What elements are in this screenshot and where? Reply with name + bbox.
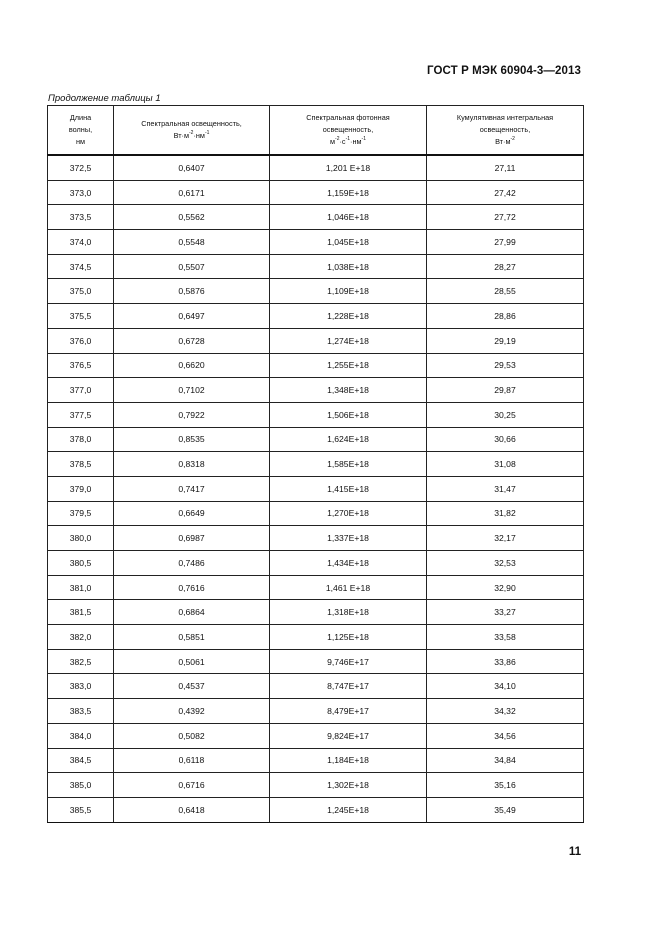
cell-spectral-irradiance: 0,7486	[114, 551, 270, 576]
table-row	[48, 304, 584, 329]
cell-cumulative-irradiance: 33,27	[427, 600, 584, 625]
cell-photon-irradiance: 1,159E+18	[270, 180, 427, 205]
cell-spectral-irradiance: 0,6728	[114, 328, 270, 353]
cell-wavelength: 378,5	[48, 452, 114, 477]
cell-spectral-irradiance: 0,6118	[114, 748, 270, 773]
cell-wavelength: 373,0	[48, 180, 114, 205]
table-row	[48, 205, 584, 230]
cell-cumulative-irradiance: 30,66	[427, 427, 584, 452]
cell-photon-irradiance: 1,415E+18	[270, 476, 427, 501]
header-photon-irradiance-unit-a: м	[330, 137, 336, 146]
cell-spectral-irradiance: 0,5061	[114, 649, 270, 674]
cell-wavelength: 374,5	[48, 254, 114, 279]
header-cumulative-irradiance-line1: Кумулятивная интегральная	[456, 113, 554, 122]
cell-spectral-irradiance: 0,6171	[114, 180, 270, 205]
cell-wavelength: 379,0	[48, 476, 114, 501]
cell-cumulative-irradiance: 27,11	[427, 155, 584, 180]
cell-spectral-irradiance: 0,6418	[114, 797, 270, 822]
header-photon-irradiance-unit-b: ·с	[339, 137, 346, 146]
cell-cumulative-irradiance: 29,53	[427, 353, 584, 378]
cell-wavelength: 384,5	[48, 748, 114, 773]
table-row	[48, 328, 584, 353]
table-header	[48, 106, 584, 156]
header-spectral-irradiance-sup1: -2	[189, 130, 194, 136]
cell-wavelength: 382,0	[48, 625, 114, 650]
cell-spectral-irradiance: 0,6864	[114, 600, 270, 625]
cell-cumulative-irradiance: 32,90	[427, 575, 584, 600]
cell-wavelength: 380,0	[48, 526, 114, 551]
cell-spectral-irradiance: 0,7922	[114, 402, 270, 427]
table-row	[48, 625, 584, 650]
table-row	[48, 501, 584, 526]
cell-spectral-irradiance: 0,5562	[114, 205, 270, 230]
table-caption: Продолжение таблицы 1	[48, 93, 161, 104]
cell-cumulative-irradiance: 33,86	[427, 649, 584, 674]
cell-photon-irradiance: 1,255E+18	[270, 353, 427, 378]
header-photon-irradiance-line2: освещенность,	[322, 125, 374, 134]
table-row	[48, 155, 584, 180]
table-row	[48, 600, 584, 625]
cell-photon-irradiance: 1,302E+18	[270, 773, 427, 798]
header-spectral-irradiance-unit-b: ·нм	[193, 131, 205, 140]
table-row	[48, 378, 584, 403]
cell-photon-irradiance: 1,245E+18	[270, 797, 427, 822]
cell-photon-irradiance: 1,348E+18	[270, 378, 427, 403]
cell-photon-irradiance: 1,318E+18	[270, 600, 427, 625]
table-row	[48, 402, 584, 427]
cell-photon-irradiance: 9,824E+17	[270, 723, 427, 748]
header-photon-irradiance-sup3: -1	[361, 136, 366, 142]
spectral-data-table	[47, 105, 584, 823]
cell-spectral-irradiance: 0,7616	[114, 575, 270, 600]
table-row	[48, 230, 584, 255]
cell-spectral-irradiance: 0,4392	[114, 699, 270, 724]
cell-photon-irradiance: 1,045E+18	[270, 230, 427, 255]
cell-spectral-irradiance: 0,6716	[114, 773, 270, 798]
cell-spectral-irradiance: 0,6620	[114, 353, 270, 378]
cell-photon-irradiance: 8,747E+17	[270, 674, 427, 699]
cell-spectral-irradiance: 0,8535	[114, 427, 270, 452]
cell-photon-irradiance: 1,109E+18	[270, 279, 427, 304]
cell-photon-irradiance: 1,506E+18	[270, 402, 427, 427]
cell-wavelength: 377,5	[48, 402, 114, 427]
cell-cumulative-irradiance: 31,47	[427, 476, 584, 501]
header-photon-irradiance-sup1: -2	[335, 136, 340, 142]
cell-cumulative-irradiance: 31,08	[427, 452, 584, 477]
header-photon-irradiance-line1: Спектральная фотонная	[306, 113, 390, 122]
header-spectral-irradiance-line1: Спектральная освещенность,	[141, 119, 242, 128]
cell-wavelength: 381,5	[48, 600, 114, 625]
cell-wavelength: 378,0	[48, 427, 114, 452]
table-row	[48, 476, 584, 501]
cell-photon-irradiance: 1,337E+18	[270, 526, 427, 551]
cell-photon-irradiance: 1,228E+18	[270, 304, 427, 329]
cell-photon-irradiance: 9,746E+17	[270, 649, 427, 674]
table-row	[48, 427, 584, 452]
table-row	[48, 748, 584, 773]
cell-cumulative-irradiance: 28,27	[427, 254, 584, 279]
cell-photon-irradiance: 1,046E+18	[270, 205, 427, 230]
cell-cumulative-irradiance: 34,84	[427, 748, 584, 773]
cell-wavelength: 381,0	[48, 575, 114, 600]
cell-wavelength: 379,5	[48, 501, 114, 526]
cell-cumulative-irradiance: 27,99	[427, 230, 584, 255]
cell-spectral-irradiance: 0,5082	[114, 723, 270, 748]
cell-wavelength: 383,0	[48, 674, 114, 699]
header-wavelength-line2: волны,	[68, 125, 93, 134]
table-row	[48, 723, 584, 748]
cell-photon-irradiance: 1,624E+18	[270, 427, 427, 452]
table-row	[48, 773, 584, 798]
cell-wavelength: 382,5	[48, 649, 114, 674]
cell-spectral-irradiance: 0,7417	[114, 476, 270, 501]
cell-cumulative-irradiance: 32,17	[427, 526, 584, 551]
cell-photon-irradiance: 1,038E+18	[270, 254, 427, 279]
document-standard-header: ГОСТ Р МЭК 60904-3—2013	[427, 65, 581, 77]
header-photon-irradiance-unit-c: ·нм	[350, 137, 362, 146]
cell-photon-irradiance: 1,184E+18	[270, 748, 427, 773]
header-photon-irradiance-sup2: -1	[345, 136, 351, 142]
cell-wavelength: 385,5	[48, 797, 114, 822]
cell-cumulative-irradiance: 30,25	[427, 402, 584, 427]
cell-spectral-irradiance: 0,4537	[114, 674, 270, 699]
cell-cumulative-irradiance: 29,19	[427, 328, 584, 353]
header-photon-irradiance	[270, 106, 427, 156]
table-row	[48, 180, 584, 205]
table-row	[48, 452, 584, 477]
cell-photon-irradiance: 1,125E+18	[270, 625, 427, 650]
cell-spectral-irradiance: 0,6649	[114, 501, 270, 526]
cell-cumulative-irradiance: 34,56	[427, 723, 584, 748]
cell-cumulative-irradiance: 33,58	[427, 625, 584, 650]
cell-cumulative-irradiance: 32,53	[427, 551, 584, 576]
cell-cumulative-irradiance: 29,87	[427, 378, 584, 403]
table-body	[48, 155, 584, 822]
cell-spectral-irradiance: 0,8318	[114, 452, 270, 477]
cell-cumulative-irradiance: 35,16	[427, 773, 584, 798]
table-row	[48, 353, 584, 378]
header-wavelength-line1: Длина	[69, 113, 92, 122]
cell-spectral-irradiance: 0,5876	[114, 279, 270, 304]
cell-cumulative-irradiance: 28,86	[427, 304, 584, 329]
cell-wavelength: 372,5	[48, 155, 114, 180]
header-spectral-irradiance-sup2: -1	[204, 130, 210, 136]
cell-cumulative-irradiance: 31,82	[427, 501, 584, 526]
cell-spectral-irradiance: 0,5548	[114, 230, 270, 255]
header-spectral-irradiance-unit-a: Вт·м	[173, 131, 190, 140]
cell-wavelength: 383,5	[48, 699, 114, 724]
table-row	[48, 699, 584, 724]
cell-photon-irradiance: 1,274E+18	[270, 328, 427, 353]
page-number: 11	[568, 846, 581, 858]
table-row	[48, 279, 584, 304]
cell-cumulative-irradiance: 27,72	[427, 205, 584, 230]
cell-wavelength: 385,0	[48, 773, 114, 798]
cell-photon-irradiance: 8,479E+17	[270, 699, 427, 724]
cell-wavelength: 377,0	[48, 378, 114, 403]
table-row	[48, 575, 584, 600]
cell-photon-irradiance: 1,585E+18	[270, 452, 427, 477]
cell-wavelength: 374,0	[48, 230, 114, 255]
cell-spectral-irradiance: 0,6987	[114, 526, 270, 551]
header-spectral-irradiance	[114, 106, 270, 156]
table-row	[48, 551, 584, 576]
cell-cumulative-irradiance: 27,42	[427, 180, 584, 205]
header-cumulative-irradiance	[427, 106, 584, 156]
cell-cumulative-irradiance: 34,32	[427, 699, 584, 724]
header-cumulative-irradiance-line2: освещенность,	[479, 125, 531, 134]
cell-wavelength: 375,0	[48, 279, 114, 304]
cell-photon-irradiance: 1,434E+18	[270, 551, 427, 576]
header-cumulative-irradiance-sup1: -2	[510, 136, 515, 142]
header-wavelength	[48, 106, 114, 156]
table-row	[48, 254, 584, 279]
cell-cumulative-irradiance: 28,55	[427, 279, 584, 304]
cell-wavelength: 384,0	[48, 723, 114, 748]
header-cumulative-irradiance-unit: Вт·м	[495, 137, 511, 146]
cell-wavelength: 373,5	[48, 205, 114, 230]
table-row	[48, 526, 584, 551]
header-wavelength-unit: нм	[75, 137, 86, 146]
cell-photon-irradiance: 1,461 E+18	[270, 575, 427, 600]
cell-wavelength: 376,0	[48, 328, 114, 353]
table-row	[48, 674, 584, 699]
table-row	[48, 649, 584, 674]
cell-photon-irradiance: 1,201 E+18	[270, 155, 427, 180]
cell-wavelength: 375,5	[48, 304, 114, 329]
cell-spectral-irradiance: 0,5507	[114, 254, 270, 279]
cell-cumulative-irradiance: 35,49	[427, 797, 584, 822]
cell-spectral-irradiance: 0,5851	[114, 625, 270, 650]
table-row	[48, 797, 584, 822]
cell-wavelength: 380,5	[48, 551, 114, 576]
cell-wavelength: 376,5	[48, 353, 114, 378]
table-header-row	[48, 106, 584, 156]
cell-spectral-irradiance: 0,7102	[114, 378, 270, 403]
cell-spectral-irradiance: 0,6407	[114, 155, 270, 180]
cell-photon-irradiance: 1,270E+18	[270, 501, 427, 526]
cell-cumulative-irradiance: 34,10	[427, 674, 584, 699]
cell-spectral-irradiance: 0,6497	[114, 304, 270, 329]
